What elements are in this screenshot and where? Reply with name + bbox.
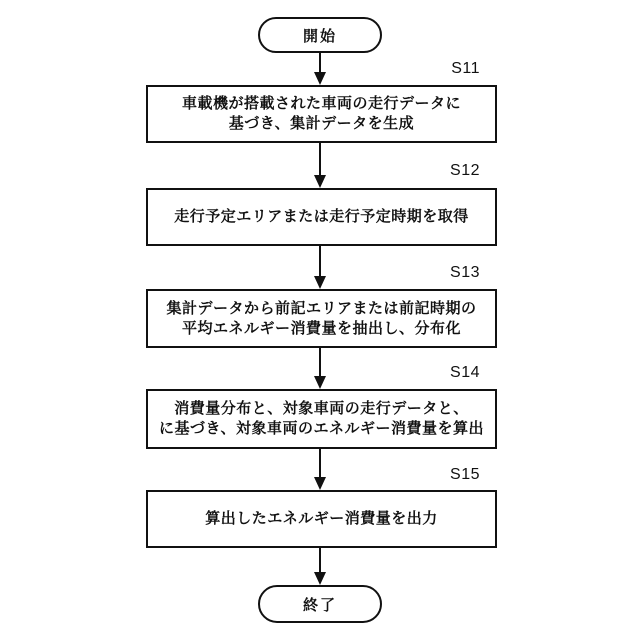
process-text-line: 車載機が搭載された車両の走行データに [181, 95, 461, 112]
step-label-s15: S15 [450, 466, 480, 483]
process-box-s12 [146, 188, 497, 246]
arrow-head-down-icon [314, 477, 326, 490]
arrow-head-down-icon [314, 175, 326, 188]
arrow-head-down-icon [314, 376, 326, 389]
process-text [205, 509, 438, 529]
process-text-line: 集計データから前記エリアまたは前記時期の [166, 299, 477, 317]
flow-arrow [314, 53, 326, 85]
step-label-s14: S14 [450, 364, 480, 381]
terminal-start: 開始 [258, 17, 382, 53]
terminal-end: 終了 [258, 585, 382, 623]
process-text [182, 94, 461, 134]
arrow-line [319, 246, 321, 276]
process-text [159, 399, 484, 439]
process-text [166, 299, 476, 339]
process-text-line: 平均エネルギー消費量を抽出し、分布化 [181, 319, 461, 337]
flow-arrow [314, 348, 326, 389]
process-box-s14 [146, 389, 497, 449]
arrow-line [319, 143, 321, 175]
arrow-head-down-icon [314, 276, 326, 289]
arrow-line [319, 449, 321, 477]
flow-arrow [314, 548, 326, 585]
process-text [174, 207, 469, 227]
flow-arrow [314, 246, 326, 289]
process-text-line: 算出したエネルギー消費量を出力 [205, 510, 438, 527]
arrow-line [319, 348, 321, 376]
process-text-line: 走行予定エリアまたは走行予定時期を取得 [174, 208, 469, 225]
process-box-s13 [146, 289, 497, 348]
arrow-head-down-icon [314, 572, 326, 585]
process-text-line: 消費量分布と、対象車両の走行データと、 [174, 400, 469, 417]
step-label-s11: S11 [451, 60, 480, 77]
process-text-line: 基づき、集計データを生成 [228, 115, 415, 132]
arrow-head-down-icon [314, 72, 326, 85]
arrow-line [319, 548, 321, 572]
step-label-s12: S12 [450, 162, 480, 179]
flow-arrow [314, 449, 326, 490]
process-text-line: に基づき、対象車両のエネルギー消費量を算出 [159, 420, 484, 437]
process-box-s15 [146, 490, 497, 548]
process-box-s11 [146, 85, 497, 143]
arrow-line [319, 53, 321, 72]
step-label-s13: S13 [450, 264, 480, 281]
flow-arrow [314, 143, 326, 188]
